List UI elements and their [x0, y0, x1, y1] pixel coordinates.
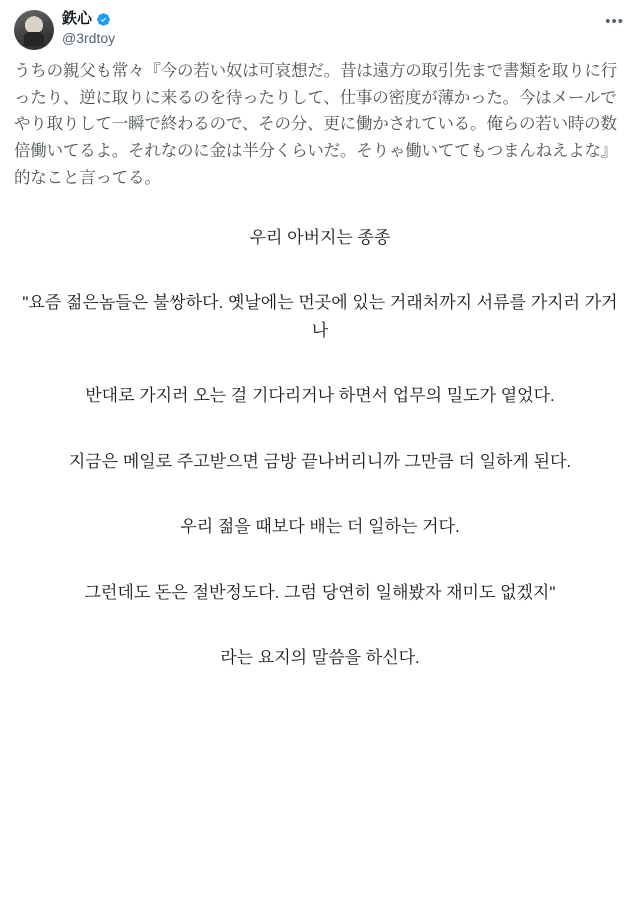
translation-paragraph: "요즘 젊은놈들은 불쌍하다. 옛날에는 먼곳에 있는 거래처까지 서류를 가지러 가거나 — [22, 293, 618, 340]
display-name[interactable]: 鉄心 — [62, 10, 93, 27]
translation-paragraph: 우리 젊을 때보다 배는 더 일하는 거다. — [180, 517, 460, 537]
translation-paragraph: 지금은 메일로 주고받으면 금방 끝나버리니까 그만큼 더 일하게 된다. — [68, 451, 572, 471]
author-handle[interactable]: @3rdtoy — [62, 29, 116, 46]
verified-badge-icon — [96, 12, 111, 27]
translation-paragraph: 라는 요지의 말씀을 하신다. — [220, 648, 420, 668]
translation-paragraph: 반대로 가지러 오는 걸 기다리거나 하면서 업무의 밀도가 옅었다. — [85, 386, 555, 406]
translation-paragraph: 그런데도 돈은 절반정도다. 그럼 당연히 일해봤자 재미도 없겠지" — [84, 582, 556, 602]
tweet-header — [14, 10, 626, 50]
tweet-text: うちの親父も常々『今の若い奴は可哀想だ。昔は遠方の取引先まで書類を取りに行ったり、逆に取りに来るのを待ったりして、仕事の密度が薄かった。今はメールでやり取りして一瞬で終わるので、その分、更に働かされている。俺らの若い時の数倍働いてるよ。それなのに金は半分くらいだ。そりゃ働いててもつまんねえよな』的なこと言ってる。 — [14, 62, 618, 187]
tweet-card — [0, 0, 640, 198]
author-name-row — [62, 11, 115, 28]
author-info — [62, 10, 115, 46]
avatar[interactable] — [14, 10, 54, 50]
translation-block — [0, 198, 640, 672]
more-options-icon[interactable]: ••• — [605, 13, 624, 30]
translation-paragraph: 우리 아버지는 종종 — [249, 227, 391, 247]
